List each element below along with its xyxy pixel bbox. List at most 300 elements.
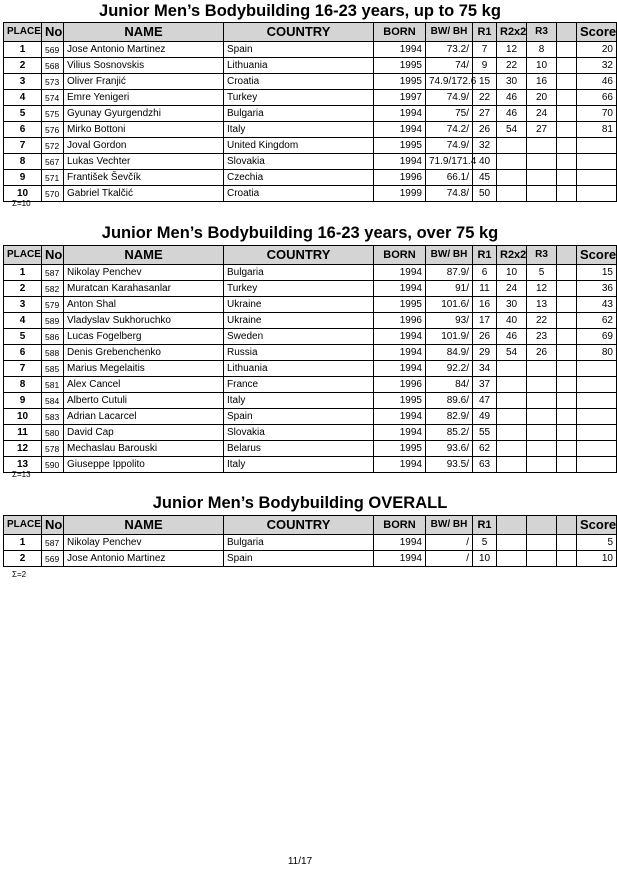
table-row xyxy=(4,551,617,567)
bodyweight-cell: 85.2/ xyxy=(426,425,473,441)
place-cell: 6 xyxy=(4,122,42,138)
blank-cell xyxy=(557,154,577,170)
born-cell: 1995 xyxy=(374,393,426,409)
start-number-cell: 590 xyxy=(42,457,64,473)
round1-cell: 26 xyxy=(473,329,497,345)
round2-cell xyxy=(497,186,527,202)
born-cell: 1994 xyxy=(374,265,426,281)
country-cell: United Kingdom xyxy=(224,138,374,154)
place-cell: 5 xyxy=(4,106,42,122)
bodyweight-cell: 101.6/ xyxy=(426,297,473,313)
round1-cell: 32 xyxy=(473,138,497,154)
born-cell: 1994 xyxy=(374,42,426,58)
start-number-cell: 573 xyxy=(42,74,64,90)
score-header: Score xyxy=(577,246,617,265)
entries-count: Σ=13 xyxy=(12,470,31,479)
round2-cell: 40 xyxy=(497,313,527,329)
round1-cell: 29 xyxy=(473,345,497,361)
round2-cell: 46 xyxy=(497,329,527,345)
round1-cell: 34 xyxy=(473,361,497,377)
blank-header xyxy=(557,23,577,42)
round1-cell: 62 xyxy=(473,441,497,457)
place-header: PLACE xyxy=(4,23,42,42)
round3-cell: 22 xyxy=(527,313,557,329)
round2-cell: 22 xyxy=(497,58,527,74)
athlete-name-cell: Lukas Vechter xyxy=(64,154,224,170)
start-number-cell: 570 xyxy=(42,186,64,202)
blank-header xyxy=(557,246,577,265)
athlete-name-cell: Mechaslau Barouski xyxy=(64,441,224,457)
bodyweight-cell: 71.9/171.4 xyxy=(426,154,473,170)
round3-cell: 16 xyxy=(527,74,557,90)
round3-cell: 26 xyxy=(527,345,557,361)
blank-cell xyxy=(557,345,577,361)
start-number-cell: 578 xyxy=(42,441,64,457)
place-cell: 3 xyxy=(4,74,42,90)
bodyweight-cell: 66.1/ xyxy=(426,170,473,186)
athlete-name-cell: Oliver Franjić xyxy=(64,74,224,90)
results-table-overall xyxy=(3,515,617,567)
round2-cell xyxy=(497,535,527,551)
born-header: BORN xyxy=(374,516,426,535)
no-header: No xyxy=(42,246,64,265)
blank-cell xyxy=(557,170,577,186)
round1-cell: 5 xyxy=(473,535,497,551)
start-number-cell: 587 xyxy=(42,535,64,551)
blank-cell xyxy=(557,329,577,345)
bodyweight-cell: 74.9/172.6 xyxy=(426,74,473,90)
place-cell: 13 xyxy=(4,457,42,473)
blank-cell xyxy=(557,551,577,567)
score-cell: 43 xyxy=(577,297,617,313)
start-number-cell: 569 xyxy=(42,42,64,58)
round1-cell: 49 xyxy=(473,409,497,425)
round3-cell xyxy=(527,535,557,551)
start-number-cell: 569 xyxy=(42,551,64,567)
bodyweight-cell: 93.6/ xyxy=(426,441,473,457)
table-row xyxy=(4,265,617,281)
round3-cell: 8 xyxy=(527,42,557,58)
table-header-row xyxy=(4,516,617,535)
country-cell: Turkey xyxy=(224,90,374,106)
name-header: NAME xyxy=(64,23,224,42)
blank-cell xyxy=(557,58,577,74)
round1-cell: 26 xyxy=(473,122,497,138)
blank-cell xyxy=(557,377,577,393)
score-header: Score xyxy=(577,23,617,42)
bodyweight-cell: 87.9/ xyxy=(426,265,473,281)
table-row xyxy=(4,122,617,138)
place-cell: 6 xyxy=(4,345,42,361)
score-cell: 36 xyxy=(577,281,617,297)
blank-cell xyxy=(557,106,577,122)
place-cell: 4 xyxy=(4,90,42,106)
place-cell: 4 xyxy=(4,313,42,329)
round3-cell: 5 xyxy=(527,265,557,281)
table-row xyxy=(4,329,617,345)
start-number-cell: 576 xyxy=(42,122,64,138)
round3-cell xyxy=(527,393,557,409)
bodyweight-cell: 73.2/ xyxy=(426,42,473,58)
round3-cell: 13 xyxy=(527,297,557,313)
blank-cell xyxy=(557,361,577,377)
round1-cell: 9 xyxy=(473,58,497,74)
table-row xyxy=(4,297,617,313)
athlete-name-cell: Vilius Sosnovskis xyxy=(64,58,224,74)
born-header: BORN xyxy=(374,246,426,265)
entries-count: Σ=2 xyxy=(12,570,27,579)
round2-cell xyxy=(497,138,527,154)
round3-cell xyxy=(527,170,557,186)
round2-cell: 46 xyxy=(497,90,527,106)
round2-cell xyxy=(497,551,527,567)
athlete-name-cell: Nikolay Penchev xyxy=(64,535,224,551)
country-cell: Spain xyxy=(224,551,374,567)
score-cell xyxy=(577,409,617,425)
born-cell: 1994 xyxy=(374,361,426,377)
round1-cell: 27 xyxy=(473,106,497,122)
round2-cell xyxy=(497,361,527,377)
country-cell: Sweden xyxy=(224,329,374,345)
round3-cell xyxy=(527,425,557,441)
bw-bh-header: BW/ BH xyxy=(426,516,473,535)
country-cell: Croatia xyxy=(224,186,374,202)
results-table-over-75kg xyxy=(3,245,617,473)
round2-cell: 12 xyxy=(497,42,527,58)
name-header: NAME xyxy=(64,516,224,535)
table-row xyxy=(4,345,617,361)
country-cell: Lithuania xyxy=(224,58,374,74)
bodyweight-cell: 93.5/ xyxy=(426,457,473,473)
bodyweight-cell: / xyxy=(426,551,473,567)
table-row xyxy=(4,409,617,425)
born-cell: 1996 xyxy=(374,170,426,186)
table-row xyxy=(4,377,617,393)
round2-cell: 30 xyxy=(497,74,527,90)
score-cell xyxy=(577,361,617,377)
place-cell: 2 xyxy=(4,281,42,297)
born-cell: 1994 xyxy=(374,409,426,425)
bodyweight-cell: 82.9/ xyxy=(426,409,473,425)
no-header: No xyxy=(42,23,64,42)
country-cell: Russia xyxy=(224,345,374,361)
start-number-cell: 583 xyxy=(42,409,64,425)
born-cell: 1995 xyxy=(374,441,426,457)
table-row xyxy=(4,154,617,170)
score-cell xyxy=(577,170,617,186)
blank-cell xyxy=(557,122,577,138)
blank-cell xyxy=(557,409,577,425)
round1-cell: 40 xyxy=(473,154,497,170)
start-number-cell: 585 xyxy=(42,361,64,377)
bodyweight-cell: 74.9/ xyxy=(426,138,473,154)
round2-cell xyxy=(497,393,527,409)
bodyweight-cell: 93/ xyxy=(426,313,473,329)
r2x2-header: R2x2 xyxy=(497,23,527,42)
born-cell: 1994 xyxy=(374,551,426,567)
bodyweight-cell: 75/ xyxy=(426,106,473,122)
athlete-name-cell: Gabriel Tkalčić xyxy=(64,186,224,202)
r1-header: R1 xyxy=(473,516,497,535)
score-cell xyxy=(577,393,617,409)
round3-cell xyxy=(527,138,557,154)
r2x2-header xyxy=(497,516,527,535)
round2-cell: 24 xyxy=(497,281,527,297)
start-number-cell: 575 xyxy=(42,106,64,122)
place-cell: 5 xyxy=(4,329,42,345)
country-cell: Bulgaria xyxy=(224,535,374,551)
round3-cell: 23 xyxy=(527,329,557,345)
born-cell: 1994 xyxy=(374,535,426,551)
round1-cell: 15 xyxy=(473,74,497,90)
start-number-cell: 572 xyxy=(42,138,64,154)
athlete-name-cell: Jose Antonio Martinez xyxy=(64,551,224,567)
score-cell xyxy=(577,154,617,170)
r3-header xyxy=(527,516,557,535)
country-cell: France xyxy=(224,377,374,393)
round3-cell: 10 xyxy=(527,58,557,74)
start-number-cell: 579 xyxy=(42,297,64,313)
table-row xyxy=(4,138,617,154)
athlete-name-cell: Mirko Bottoni xyxy=(64,122,224,138)
blank-cell xyxy=(557,441,577,457)
athlete-name-cell: Marius Megelaitis xyxy=(64,361,224,377)
athlete-name-cell: Giuseppe Ippolito xyxy=(64,457,224,473)
table-row xyxy=(4,457,617,473)
score-cell xyxy=(577,377,617,393)
start-number-cell: 567 xyxy=(42,154,64,170)
round3-cell xyxy=(527,457,557,473)
bw-bh-header: BW/ BH xyxy=(426,246,473,265)
country-cell: Italy xyxy=(224,122,374,138)
round1-cell: 7 xyxy=(473,42,497,58)
round3-cell: 12 xyxy=(527,281,557,297)
place-cell: 9 xyxy=(4,393,42,409)
start-number-cell: 589 xyxy=(42,313,64,329)
round2-cell: 10 xyxy=(497,265,527,281)
blank-cell xyxy=(557,535,577,551)
score-cell: 32 xyxy=(577,58,617,74)
round1-cell: 37 xyxy=(473,377,497,393)
start-number-cell: 571 xyxy=(42,170,64,186)
born-header: BORN xyxy=(374,23,426,42)
place-cell: 7 xyxy=(4,361,42,377)
round3-cell xyxy=(527,377,557,393)
born-cell: 1995 xyxy=(374,74,426,90)
athlete-name-cell: František Ševčík xyxy=(64,170,224,186)
entries-count: Σ=10 xyxy=(12,199,31,208)
born-cell: 1994 xyxy=(374,345,426,361)
round2-cell xyxy=(497,457,527,473)
round2-cell xyxy=(497,170,527,186)
country-header: COUNTRY xyxy=(224,246,374,265)
athlete-name-cell: Alex Cancel xyxy=(64,377,224,393)
round1-cell: 45 xyxy=(473,170,497,186)
table-row xyxy=(4,393,617,409)
country-cell: Belarus xyxy=(224,441,374,457)
start-number-cell: 587 xyxy=(42,265,64,281)
results-table-up-to-75kg xyxy=(3,22,617,202)
blank-cell xyxy=(557,297,577,313)
born-cell: 1994 xyxy=(374,281,426,297)
round3-cell xyxy=(527,154,557,170)
table-row xyxy=(4,106,617,122)
page-number: 11/17 xyxy=(287,856,313,867)
country-cell: Czechia xyxy=(224,170,374,186)
athlete-name-cell: Jose Antonio Martinez xyxy=(64,42,224,58)
r1-header: R1 xyxy=(473,23,497,42)
place-cell: 3 xyxy=(4,297,42,313)
round2-cell: 54 xyxy=(497,345,527,361)
blank-cell xyxy=(557,186,577,202)
born-cell: 1994 xyxy=(374,329,426,345)
r1-header: R1 xyxy=(473,246,497,265)
score-cell: 15 xyxy=(577,265,617,281)
country-cell: Lithuania xyxy=(224,361,374,377)
athlete-name-cell: Anton Shal xyxy=(64,297,224,313)
bodyweight-cell: 74/ xyxy=(426,58,473,74)
blank-cell xyxy=(557,42,577,58)
table-row xyxy=(4,361,617,377)
table-row xyxy=(4,535,617,551)
score-cell: 62 xyxy=(577,313,617,329)
bodyweight-cell: / xyxy=(426,535,473,551)
score-cell xyxy=(577,457,617,473)
born-cell: 1995 xyxy=(374,58,426,74)
round1-cell: 17 xyxy=(473,313,497,329)
score-cell: 69 xyxy=(577,329,617,345)
born-cell: 1997 xyxy=(374,90,426,106)
place-cell: 2 xyxy=(4,551,42,567)
country-cell: Bulgaria xyxy=(224,265,374,281)
athlete-name-cell: Emre Yenigeri xyxy=(64,90,224,106)
place-header: PLACE xyxy=(4,516,42,535)
round1-cell: 47 xyxy=(473,393,497,409)
blank-cell xyxy=(557,74,577,90)
start-number-cell: 588 xyxy=(42,345,64,361)
score-header: Score xyxy=(577,516,617,535)
round2-cell xyxy=(497,154,527,170)
place-cell: 10 xyxy=(4,409,42,425)
no-header: No xyxy=(42,516,64,535)
place-cell: 8 xyxy=(4,154,42,170)
round2-cell xyxy=(497,377,527,393)
born-cell: 1999 xyxy=(374,186,426,202)
born-cell: 1994 xyxy=(374,457,426,473)
round2-cell: 54 xyxy=(497,122,527,138)
table-row xyxy=(4,281,617,297)
bodyweight-cell: 74.2/ xyxy=(426,122,473,138)
round1-cell: 50 xyxy=(473,186,497,202)
country-cell: Croatia xyxy=(224,74,374,90)
place-cell: 10 xyxy=(4,186,42,202)
blank-cell xyxy=(557,393,577,409)
round3-cell xyxy=(527,409,557,425)
r3-header: R3 xyxy=(527,246,557,265)
section-title: Junior Men’s Bodybuilding 16-23 years, up to 75 kg xyxy=(99,2,501,20)
blank-cell xyxy=(557,281,577,297)
place-header: PLACE xyxy=(4,246,42,265)
table-row xyxy=(4,58,617,74)
round2-cell xyxy=(497,441,527,457)
table-header-row xyxy=(4,23,617,42)
round3-cell: 20 xyxy=(527,90,557,106)
place-cell: 9 xyxy=(4,170,42,186)
bodyweight-cell: 84/ xyxy=(426,377,473,393)
athlete-name-cell: Adrian Lacarcel xyxy=(64,409,224,425)
round3-cell xyxy=(527,551,557,567)
start-number-cell: 568 xyxy=(42,58,64,74)
score-cell: 20 xyxy=(577,42,617,58)
table-row xyxy=(4,425,617,441)
bodyweight-cell: 84.9/ xyxy=(426,345,473,361)
round3-cell xyxy=(527,361,557,377)
country-cell: Ukraine xyxy=(224,297,374,313)
table-row xyxy=(4,74,617,90)
country-cell: Slovakia xyxy=(224,425,374,441)
table-row xyxy=(4,313,617,329)
bodyweight-cell: 101.9/ xyxy=(426,329,473,345)
score-cell xyxy=(577,186,617,202)
athlete-name-cell: Lucas Fogelberg xyxy=(64,329,224,345)
round3-cell: 24 xyxy=(527,106,557,122)
round1-cell: 10 xyxy=(473,551,497,567)
bw-bh-header: BW/ BH xyxy=(426,23,473,42)
blank-cell xyxy=(557,313,577,329)
country-cell: Spain xyxy=(224,409,374,425)
table-row xyxy=(4,90,617,106)
country-cell: Italy xyxy=(224,457,374,473)
blank-header xyxy=(557,516,577,535)
born-cell: 1996 xyxy=(374,377,426,393)
place-cell: 7 xyxy=(4,138,42,154)
born-cell: 1995 xyxy=(374,297,426,313)
place-cell: 1 xyxy=(4,265,42,281)
round1-cell: 11 xyxy=(473,281,497,297)
bodyweight-cell: 91/ xyxy=(426,281,473,297)
start-number-cell: 582 xyxy=(42,281,64,297)
place-cell: 1 xyxy=(4,535,42,551)
score-cell: 66 xyxy=(577,90,617,106)
bodyweight-cell: 74.8/ xyxy=(426,186,473,202)
score-cell xyxy=(577,425,617,441)
athlete-name-cell: Muratcan Karahasanlar xyxy=(64,281,224,297)
born-cell: 1994 xyxy=(374,154,426,170)
table-row xyxy=(4,441,617,457)
athlete-name-cell: Alberto Cutuli xyxy=(64,393,224,409)
start-number-cell: 581 xyxy=(42,377,64,393)
r3-header: R3 xyxy=(527,23,557,42)
start-number-cell: 584 xyxy=(42,393,64,409)
score-cell: 5 xyxy=(577,535,617,551)
blank-cell xyxy=(557,425,577,441)
score-cell: 81 xyxy=(577,122,617,138)
country-header: COUNTRY xyxy=(224,516,374,535)
score-cell xyxy=(577,441,617,457)
athlete-name-cell: Nikolay Penchev xyxy=(64,265,224,281)
round3-cell xyxy=(527,441,557,457)
start-number-cell: 580 xyxy=(42,425,64,441)
start-number-cell: 586 xyxy=(42,329,64,345)
table-row xyxy=(4,170,617,186)
table-row xyxy=(4,186,617,202)
table-header-row xyxy=(4,246,617,265)
bodyweight-cell: 74.9/ xyxy=(426,90,473,106)
score-cell: 70 xyxy=(577,106,617,122)
athlete-name-cell: Joval Gordon xyxy=(64,138,224,154)
born-cell: 1994 xyxy=(374,122,426,138)
place-cell: 8 xyxy=(4,377,42,393)
